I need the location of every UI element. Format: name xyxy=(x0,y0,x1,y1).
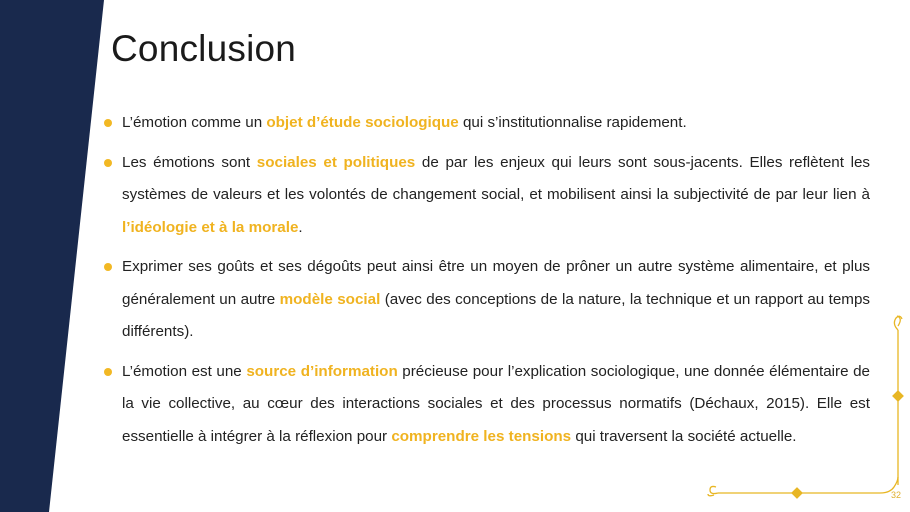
bullet-text: qui s’institutionnalise rapidement. xyxy=(458,114,687,131)
bullet-text: de par les enjeux qui leurs sont sous-jacents. Elles reflètent les systèmes de valeurs et les volontés de changement social, et mobilisent ainsi la subjectivité de par leur lien à xyxy=(122,153,871,203)
page-number: 32 xyxy=(890,490,901,500)
highlighted-phrase: l’idéologie et à la morale xyxy=(122,218,299,236)
bullet-text: Exprimer ses goûts et ses dégoûts peut ainsi être un moyen de prôner un autre système alimentaire, et plus généralement un autre xyxy=(122,258,870,308)
bullet-text: précieuse pour l’explication sociologique, une donnée élémentaire de la vie collective, au cœur des interactions sociales et des processus normatifs (Déchaux, 2015). Elle est essentielle à intégrer à la réflexion pour xyxy=(122,362,870,445)
bullet-text: (avec des conceptions de la nature, la technique et un rapport au temps différents). xyxy=(122,290,871,340)
highlighted-phrase: modèle social xyxy=(279,290,381,308)
bullet-text: . xyxy=(298,218,303,236)
slide-title: Conclusion xyxy=(111,28,297,69)
bullet-text: Les émotions sont xyxy=(122,153,257,171)
bullet-text: L’émotion est une xyxy=(122,362,247,380)
highlighted-phrase: comprendre les tensions xyxy=(391,427,572,445)
bullet-text: L’émotion comme un xyxy=(122,114,267,131)
highlighted-phrase: source d’information xyxy=(246,362,398,380)
highlighted-phrase: sociales et politiques xyxy=(256,153,416,171)
highlighted-phrase: objet d’étude sociologique xyxy=(266,114,459,131)
bullet-text: qui traversent la société actuelle. xyxy=(571,427,797,445)
